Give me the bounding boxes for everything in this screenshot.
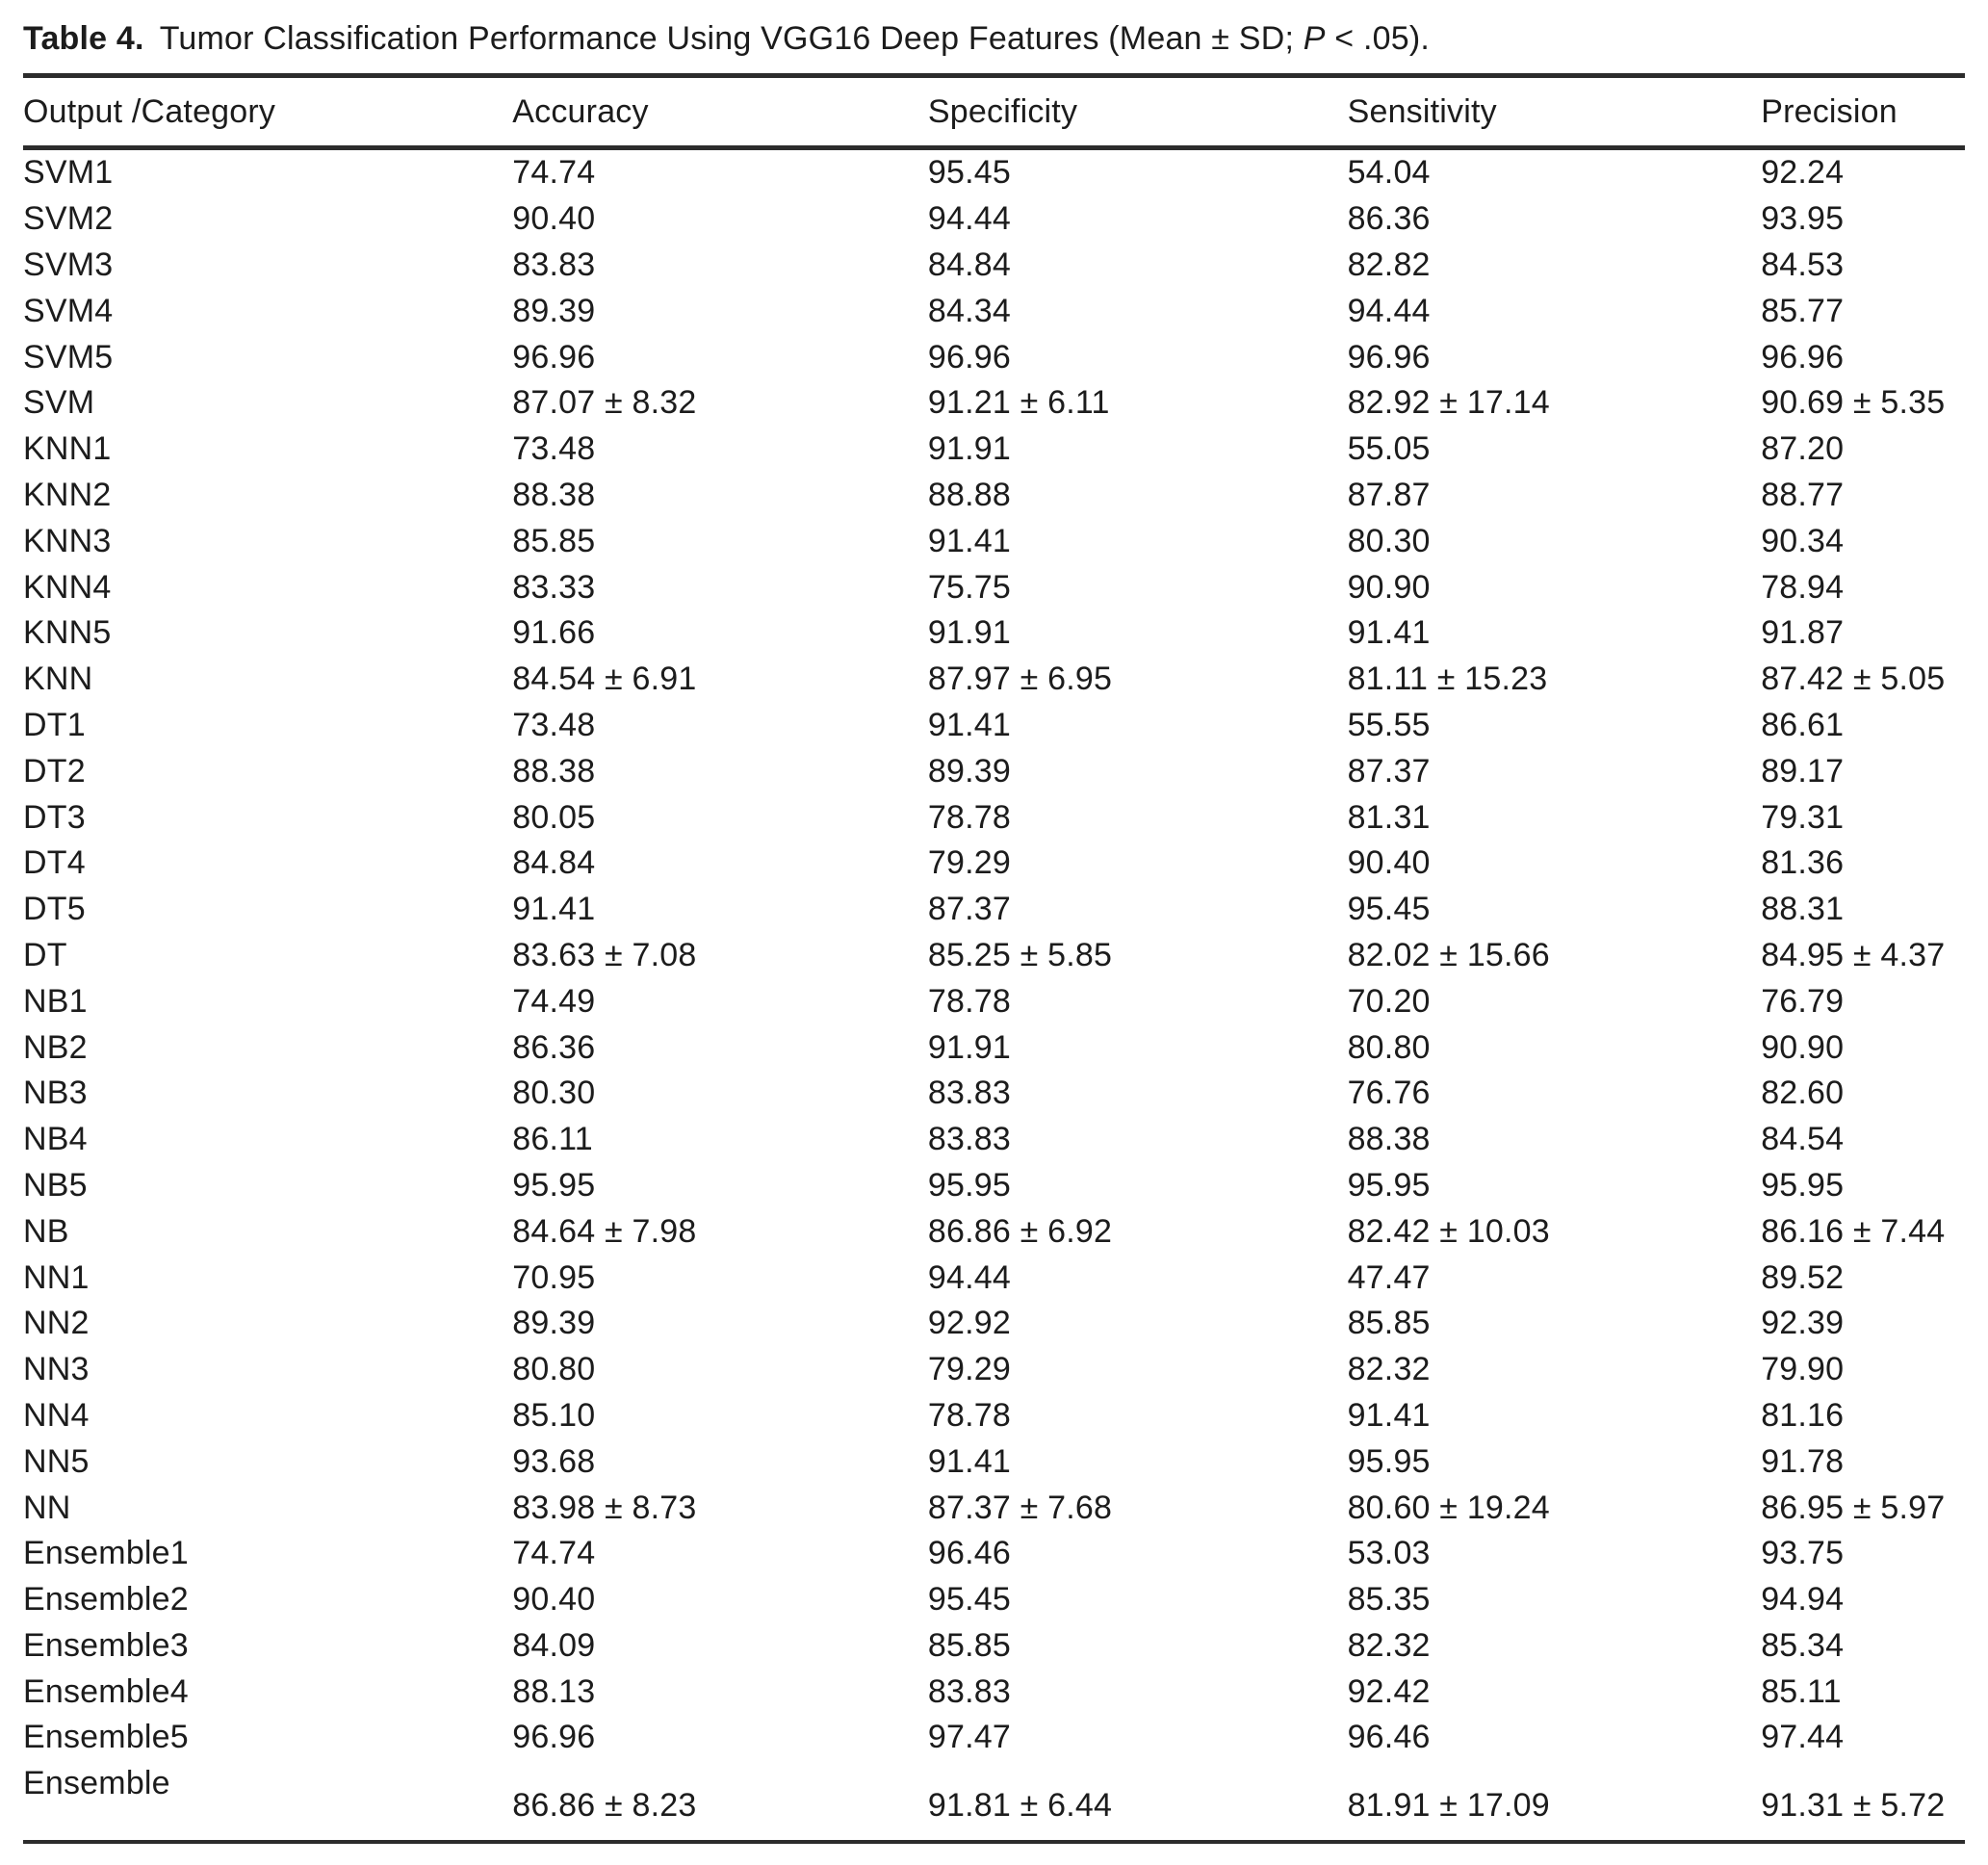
table-row bbox=[23, 334, 1965, 380]
cell-precision: 87.20 bbox=[1761, 430, 1845, 468]
cell-accuracy: 83.98 ± 8.73 bbox=[512, 1489, 697, 1526]
table-row bbox=[23, 1761, 1965, 1842]
table-row bbox=[23, 427, 1965, 473]
table-row bbox=[23, 657, 1965, 703]
cell-specificity: 91.81 ± 6.44 bbox=[927, 1786, 1113, 1824]
cell-category: DT4 bbox=[23, 844, 86, 882]
table-row bbox=[23, 288, 1965, 334]
cell-accuracy: 74.74 bbox=[512, 1535, 596, 1572]
cell-category: DT3 bbox=[23, 798, 86, 836]
cell-specificity: 97.47 bbox=[927, 1719, 1011, 1756]
cell-specificity: 78.78 bbox=[927, 1396, 1011, 1434]
cell-category: Ensemble2 bbox=[23, 1581, 189, 1619]
cell-accuracy: 80.05 bbox=[512, 798, 596, 836]
cell-precision: 86.61 bbox=[1761, 706, 1845, 743]
table-row bbox=[23, 1255, 1965, 1301]
cell-specificity: 85.25 ± 5.85 bbox=[927, 936, 1113, 973]
cell-precision: 91.31 ± 5.72 bbox=[1761, 1786, 1946, 1824]
cell-specificity: 79.29 bbox=[927, 844, 1011, 882]
cell-precision: 78.94 bbox=[1761, 568, 1845, 606]
cell-category: DT2 bbox=[23, 752, 86, 790]
table-number-label: Table 4. bbox=[23, 20, 144, 57]
table-row bbox=[23, 610, 1965, 657]
cell-accuracy: 84.84 bbox=[512, 844, 596, 882]
cell-accuracy: 74.49 bbox=[512, 982, 596, 1020]
table-row bbox=[23, 1071, 1965, 1117]
cell-category: KNN bbox=[23, 661, 93, 698]
cell-precision: 84.54 bbox=[1761, 1121, 1845, 1158]
cell-specificity: 88.88 bbox=[927, 476, 1011, 513]
cell-sensitivity: 87.37 bbox=[1347, 752, 1431, 790]
cell-accuracy: 96.96 bbox=[512, 1719, 596, 1756]
cell-category: NN1 bbox=[23, 1258, 90, 1296]
table-body bbox=[23, 148, 1965, 1842]
cell-specificity: 94.44 bbox=[927, 200, 1011, 238]
cell-specificity: 87.97 ± 6.95 bbox=[927, 661, 1113, 698]
cell-precision: 86.16 ± 7.44 bbox=[1761, 1212, 1946, 1250]
cell-specificity: 94.44 bbox=[927, 1258, 1011, 1296]
table-row bbox=[23, 703, 1965, 749]
cell-sensitivity: 82.02 ± 15.66 bbox=[1347, 936, 1550, 973]
cell-precision: 85.34 bbox=[1761, 1626, 1845, 1664]
cell-sensitivity: 70.20 bbox=[1347, 982, 1431, 1020]
cell-category: NB2 bbox=[23, 1028, 88, 1066]
cell-category: KNN2 bbox=[23, 476, 112, 513]
cell-precision: 97.44 bbox=[1761, 1719, 1845, 1756]
cell-accuracy: 84.09 bbox=[512, 1626, 596, 1664]
cell-precision: 84.53 bbox=[1761, 246, 1845, 283]
cell-precision: 85.11 bbox=[1761, 1672, 1842, 1710]
cell-specificity: 87.37 bbox=[927, 891, 1011, 928]
cell-accuracy: 91.66 bbox=[512, 614, 596, 652]
cell-sensitivity: 81.91 ± 17.09 bbox=[1347, 1786, 1550, 1824]
cell-accuracy: 90.40 bbox=[512, 200, 596, 238]
table-row bbox=[23, 748, 1965, 794]
cell-specificity: 96.46 bbox=[927, 1535, 1011, 1572]
cell-sensitivity: 94.44 bbox=[1347, 292, 1431, 329]
cell-accuracy: 70.95 bbox=[512, 1258, 596, 1296]
cell-category: NN4 bbox=[23, 1396, 90, 1434]
cell-sensitivity: 81.11 ± 15.23 bbox=[1347, 661, 1548, 698]
cell-sensitivity: 82.82 bbox=[1347, 246, 1431, 283]
cell-specificity: 91.41 bbox=[927, 522, 1011, 559]
column-header-accuracy: Accuracy bbox=[512, 78, 928, 148]
cell-sensitivity: 88.38 bbox=[1347, 1121, 1431, 1158]
cell-accuracy: 91.41 bbox=[512, 891, 596, 928]
cell-category: SVM5 bbox=[23, 338, 114, 376]
cell-specificity: 79.29 bbox=[927, 1351, 1011, 1388]
cell-accuracy: 80.30 bbox=[512, 1075, 596, 1112]
cell-sensitivity: 82.32 bbox=[1347, 1351, 1431, 1388]
cell-specificity: 95.95 bbox=[927, 1166, 1011, 1204]
cell-category: SVM1 bbox=[23, 154, 114, 192]
table-row bbox=[23, 1347, 1965, 1393]
cell-precision: 86.95 ± 5.97 bbox=[1761, 1489, 1946, 1526]
cell-precision: 90.90 bbox=[1761, 1028, 1845, 1066]
cell-sensitivity: 95.45 bbox=[1347, 891, 1431, 928]
table-row bbox=[23, 933, 1965, 979]
cell-accuracy: 96.96 bbox=[512, 338, 596, 376]
cell-specificity: 96.96 bbox=[927, 338, 1011, 376]
cell-category: KNN3 bbox=[23, 522, 112, 559]
cell-accuracy: 88.38 bbox=[512, 476, 596, 513]
table-row bbox=[23, 518, 1965, 564]
cell-sensitivity: 95.95 bbox=[1347, 1442, 1431, 1480]
table-row bbox=[23, 243, 1965, 289]
cell-accuracy: 83.33 bbox=[512, 568, 596, 606]
cell-accuracy: 93.68 bbox=[512, 1442, 596, 1480]
cell-specificity: 95.45 bbox=[927, 1581, 1011, 1619]
cell-specificity: 87.37 ± 7.68 bbox=[927, 1489, 1113, 1526]
cell-precision: 87.42 ± 5.05 bbox=[1761, 661, 1946, 698]
cell-sensitivity: 91.41 bbox=[1347, 614, 1431, 652]
table-row bbox=[23, 1393, 1965, 1439]
cell-category: NB1 bbox=[23, 982, 88, 1020]
cell-sensitivity: 85.35 bbox=[1347, 1581, 1431, 1619]
cell-category: DT5 bbox=[23, 891, 86, 928]
table-row bbox=[23, 978, 1965, 1024]
cell-precision: 95.95 bbox=[1761, 1166, 1845, 1204]
cell-category: NN2 bbox=[23, 1305, 90, 1342]
column-header-category: Output /Category bbox=[23, 78, 512, 148]
cell-category: SVM2 bbox=[23, 200, 114, 238]
cell-precision: 89.52 bbox=[1761, 1258, 1845, 1296]
cell-precision: 82.60 bbox=[1761, 1075, 1845, 1112]
cell-specificity: 83.83 bbox=[927, 1075, 1011, 1112]
cell-precision: 89.17 bbox=[1761, 752, 1845, 790]
cell-accuracy: 89.39 bbox=[512, 1305, 596, 1342]
cell-accuracy: 83.63 ± 7.08 bbox=[512, 936, 697, 973]
cell-precision: 96.96 bbox=[1761, 338, 1845, 376]
cell-category: Ensemble3 bbox=[23, 1626, 189, 1664]
cell-precision: 84.95 ± 4.37 bbox=[1761, 936, 1946, 973]
cell-accuracy: 86.86 ± 8.23 bbox=[512, 1786, 697, 1824]
cell-category: Ensemble5 bbox=[23, 1719, 189, 1756]
cell-accuracy: 73.48 bbox=[512, 706, 596, 743]
cell-accuracy: 80.80 bbox=[512, 1351, 596, 1388]
cell-sensitivity: 80.80 bbox=[1347, 1028, 1431, 1066]
column-header-specificity: Specificity bbox=[928, 78, 1348, 148]
cell-sensitivity: 47.47 bbox=[1347, 1258, 1431, 1296]
cell-accuracy: 86.36 bbox=[512, 1028, 596, 1066]
table-caption-text: Tumor Classification Performance Using VGG16 Deep Features (Mean ± SD; bbox=[159, 20, 1304, 57]
cell-specificity: 75.75 bbox=[927, 568, 1011, 606]
cell-category: NB5 bbox=[23, 1166, 88, 1204]
cell-sensitivity: 91.41 bbox=[1347, 1396, 1431, 1434]
cell-specificity: 95.45 bbox=[927, 154, 1011, 192]
cell-category: NN3 bbox=[23, 1351, 90, 1388]
cell-sensitivity: 90.40 bbox=[1347, 844, 1431, 882]
cell-specificity: 91.91 bbox=[927, 430, 1011, 468]
cell-category: DT1 bbox=[23, 706, 86, 743]
cell-category: DT bbox=[23, 936, 67, 973]
cell-sensitivity: 53.03 bbox=[1347, 1535, 1431, 1572]
cell-precision: 81.16 bbox=[1761, 1396, 1845, 1434]
table-row bbox=[23, 196, 1965, 243]
cell-sensitivity: 90.90 bbox=[1347, 568, 1431, 606]
cell-accuracy: 86.11 bbox=[512, 1121, 593, 1158]
cell-sensitivity: 96.96 bbox=[1347, 338, 1431, 376]
cell-accuracy: 84.64 ± 7.98 bbox=[512, 1212, 697, 1250]
cell-category: KNN4 bbox=[23, 568, 112, 606]
cell-accuracy: 83.83 bbox=[512, 246, 596, 283]
cell-accuracy: 85.85 bbox=[512, 522, 596, 559]
cell-accuracy: 89.39 bbox=[512, 292, 596, 329]
cell-accuracy: 95.95 bbox=[512, 1166, 596, 1204]
cell-specificity: 78.78 bbox=[927, 798, 1011, 836]
table-caption-end: < .05). bbox=[1325, 20, 1431, 57]
table-row bbox=[23, 1715, 1965, 1761]
cell-accuracy: 90.40 bbox=[512, 1581, 596, 1619]
cell-precision: 93.75 bbox=[1761, 1535, 1845, 1572]
cell-specificity: 85.85 bbox=[927, 1626, 1011, 1664]
cell-precision: 76.79 bbox=[1761, 982, 1845, 1020]
cell-specificity: 91.41 bbox=[927, 706, 1011, 743]
table-row bbox=[23, 1577, 1965, 1623]
cell-accuracy: 87.07 ± 8.32 bbox=[512, 384, 697, 422]
cell-precision: 93.95 bbox=[1761, 200, 1845, 238]
cell-precision: 85.77 bbox=[1761, 292, 1845, 329]
cell-sensitivity: 86.36 bbox=[1347, 200, 1431, 238]
cell-category: NN bbox=[23, 1489, 71, 1526]
cell-sensitivity: 95.95 bbox=[1347, 1166, 1431, 1204]
cell-category: KNN5 bbox=[23, 614, 112, 652]
cell-accuracy: 84.54 ± 6.91 bbox=[512, 661, 697, 698]
cell-category: SVM3 bbox=[23, 246, 114, 283]
cell-specificity: 91.21 ± 6.11 bbox=[927, 384, 1110, 422]
cell-specificity: 86.86 ± 6.92 bbox=[927, 1212, 1113, 1250]
table-row bbox=[23, 473, 1965, 519]
cell-precision: 94.94 bbox=[1761, 1581, 1845, 1619]
cell-precision: 90.69 ± 5.35 bbox=[1761, 384, 1946, 422]
cell-specificity: 92.92 bbox=[927, 1305, 1011, 1342]
cell-precision: 79.90 bbox=[1761, 1351, 1845, 1388]
cell-sensitivity: 82.32 bbox=[1347, 1626, 1431, 1664]
cell-accuracy: 74.74 bbox=[512, 154, 596, 192]
table-row bbox=[23, 1117, 1965, 1163]
table-row bbox=[23, 887, 1965, 933]
cell-precision: 88.77 bbox=[1761, 476, 1845, 513]
cell-precision: 92.39 bbox=[1761, 1305, 1845, 1342]
cell-specificity: 84.34 bbox=[927, 292, 1011, 329]
cell-category: SVM bbox=[23, 384, 95, 422]
cell-sensitivity: 96.46 bbox=[1347, 1719, 1431, 1756]
header-row bbox=[23, 78, 1965, 148]
cell-sensitivity: 80.30 bbox=[1347, 522, 1431, 559]
cell-specificity: 89.39 bbox=[927, 752, 1011, 790]
column-header-sensitivity: Sensitivity bbox=[1348, 78, 1762, 148]
table-row bbox=[23, 1163, 1965, 1209]
cell-precision: 92.24 bbox=[1761, 154, 1845, 192]
cell-specificity: 91.91 bbox=[927, 1028, 1011, 1066]
cell-category: NB4 bbox=[23, 1121, 88, 1158]
cell-specificity: 83.83 bbox=[927, 1121, 1011, 1158]
column-header-precision: Precision bbox=[1761, 78, 1965, 148]
cell-precision: 88.31 bbox=[1761, 891, 1845, 928]
cell-sensitivity: 54.04 bbox=[1347, 154, 1431, 192]
table-row bbox=[23, 1531, 1965, 1577]
cell-sensitivity: 87.87 bbox=[1347, 476, 1431, 513]
table-row bbox=[23, 1301, 1965, 1347]
cell-specificity: 84.84 bbox=[927, 246, 1011, 283]
cell-accuracy: 73.48 bbox=[512, 430, 596, 468]
table-row bbox=[23, 1669, 1965, 1715]
cell-accuracy: 88.38 bbox=[512, 752, 596, 790]
cell-specificity: 91.91 bbox=[927, 614, 1011, 652]
table-row bbox=[23, 1485, 1965, 1531]
cell-category: KNN1 bbox=[23, 430, 112, 468]
cell-category: SVM4 bbox=[23, 292, 114, 329]
cell-precision: 81.36 bbox=[1761, 844, 1845, 882]
table-row bbox=[23, 841, 1965, 887]
cell-sensitivity: 80.60 ± 19.24 bbox=[1347, 1489, 1550, 1526]
cell-category: NN5 bbox=[23, 1442, 90, 1480]
cell-sensitivity: 81.31 bbox=[1347, 798, 1431, 836]
performance-table bbox=[23, 78, 1965, 1844]
cell-sensitivity: 76.76 bbox=[1347, 1075, 1431, 1112]
cell-category: NB bbox=[23, 1212, 69, 1250]
table-row bbox=[23, 564, 1965, 610]
table-header bbox=[23, 78, 1965, 148]
cell-sensitivity: 55.55 bbox=[1347, 706, 1431, 743]
cell-category: Ensemble1 bbox=[23, 1535, 189, 1572]
cell-precision: 79.31 bbox=[1761, 798, 1845, 836]
cell-precision: 90.34 bbox=[1761, 522, 1845, 559]
cell-accuracy: 85.10 bbox=[512, 1396, 596, 1434]
table-row bbox=[23, 1208, 1965, 1255]
cell-precision: 91.78 bbox=[1761, 1442, 1845, 1480]
cell-sensitivity: 55.05 bbox=[1347, 430, 1431, 468]
table-row bbox=[23, 1438, 1965, 1485]
table-row bbox=[23, 1024, 1965, 1071]
cell-category: NB3 bbox=[23, 1075, 88, 1112]
cell-category: Ensemble4 bbox=[23, 1672, 189, 1710]
table-row bbox=[23, 794, 1965, 841]
cell-category: Ensemble bbox=[23, 1764, 170, 1801]
cell-specificity: 78.78 bbox=[927, 982, 1011, 1020]
table-caption bbox=[23, 6, 1965, 73]
cell-specificity: 91.41 bbox=[927, 1442, 1011, 1480]
cell-sensitivity: 82.92 ± 17.14 bbox=[1347, 384, 1550, 422]
cell-specificity: 83.83 bbox=[927, 1672, 1011, 1710]
cell-sensitivity: 85.85 bbox=[1347, 1305, 1431, 1342]
cell-sensitivity: 82.42 ± 10.03 bbox=[1347, 1212, 1550, 1250]
cell-sensitivity: 92.42 bbox=[1347, 1672, 1431, 1710]
table-row bbox=[23, 1623, 1965, 1670]
cell-accuracy: 88.13 bbox=[512, 1672, 596, 1710]
table-row bbox=[23, 380, 1965, 427]
cell-precision: 91.87 bbox=[1761, 614, 1845, 652]
table-row bbox=[23, 148, 1965, 196]
p-value-symbol: P bbox=[1303, 20, 1326, 57]
